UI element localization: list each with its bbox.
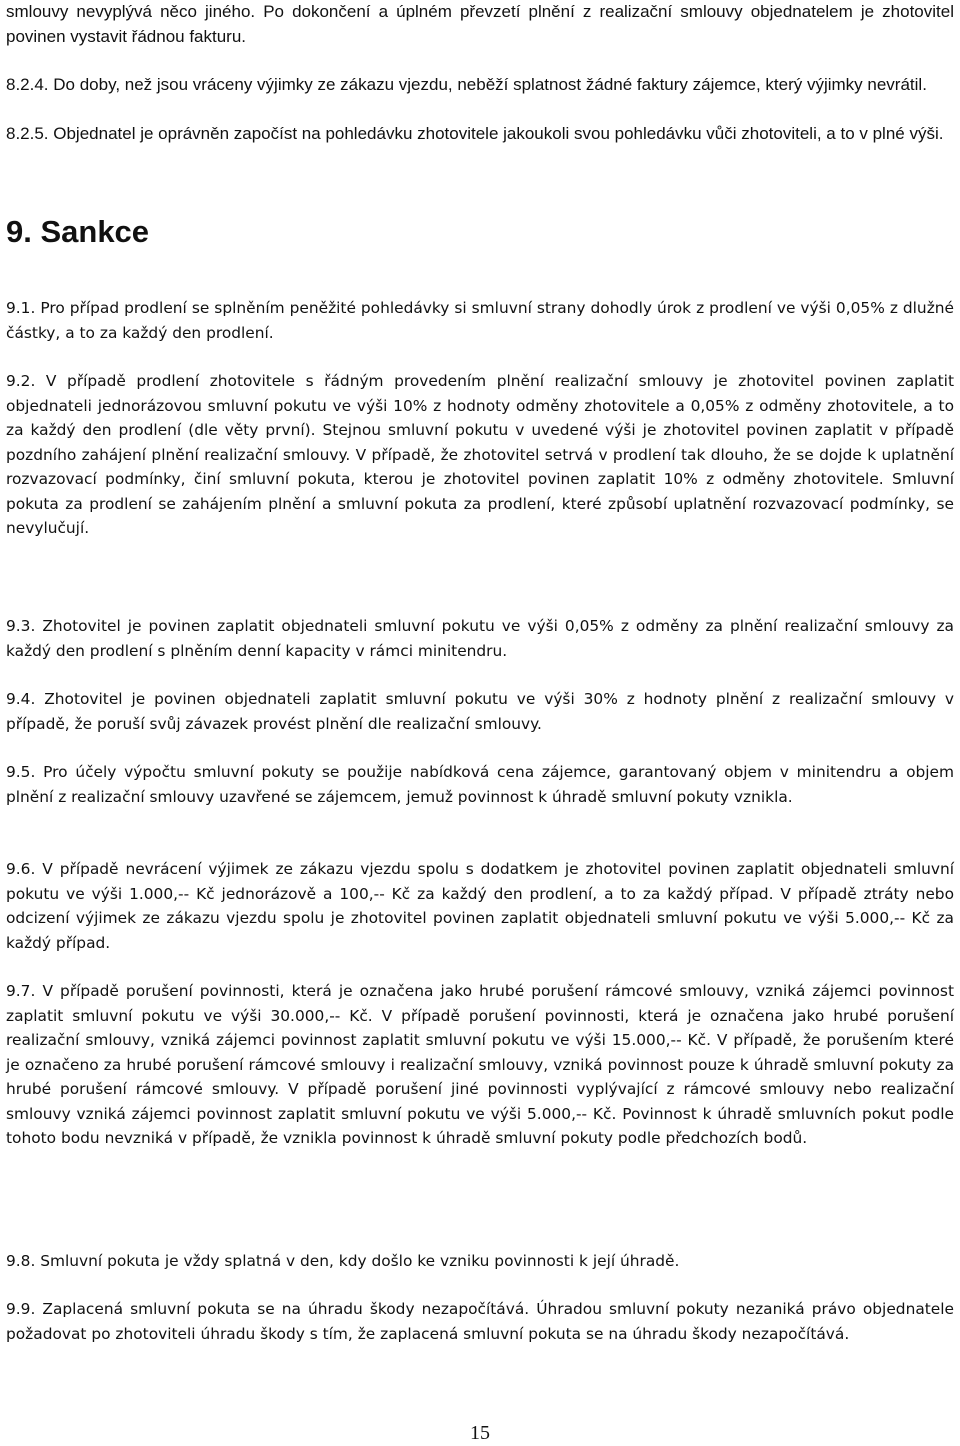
paragraph-9-1: 9.1. Pro případ prodlení se splněním peněžité pohledávky si smluvní strany dohodly úrok z prodlení ve výši 0,05% z dlužné částky, a to za každý den prodlení. — [6, 299, 954, 342]
paragraph-9-4: 9.4. Zhotovitel je povinen objednateli zaplatit smluvní pokutu ve výši 30% z hodnoty plnění z realizační smlouvy v případě, že poruší svůj závazek provést plnění dle realizační smlouvy. — [6, 690, 954, 733]
paragraph-8-2-5: 8.2.5. Objednatel je oprávněn započíst na pohledávku zhotovitele jakoukoli svou pohledávku vůči zhotoviteli, a to v plné výši. — [6, 124, 944, 143]
paragraph-9-3: 9.3. Zhotovitel je povinen zaplatit objednateli smluvní pokutu ve výši 0,05% z odměny za plnění realizační smlouvy za každý den prodlení s plněním denní kapacity v rámci minitendru. — [6, 617, 954, 660]
paragraph-8-2-3-continuation: smlouvy nevyplývá něco jiného. Po dokončení a úplném převzetí plnění z realizační smlouvy objednatelem je zhotovitel povinen vystavit řádnou fakturu. — [6, 2, 954, 46]
paragraph-9-2: 9.2. V případě prodlení zhotovitele s řádným provedením plnění realizační smlouvy je zhotovitel povinen zaplatit objednateli jednorázovou smluvní pokutu ve výši 10% z hodnoty odměny zhotovitele a 0,05% z odměny zhotovitele, a to za každý den prodlení (dle věty první). Stejnou smluvní pokutu v uvedené výši je zhotovitel povinen zaplatit v případě pozdního zahájení plnění realizační smlouvy. V případě, že zhotovitel setrvá v prodlení tak dlouho, že se dojde k uplatnění rozvazovací podmínky, činí smluvní pokuta, kterou je zhotovitel povinen zaplatit 10% z odměny zhotovitele. Smluvní pokuta za prodlení se zahájením plnění a smluvní pokuta za prodlení, které způsobí uplatnění rozvazovací podmínky, se nevylučují. — [6, 372, 954, 537]
paragraph-9-6: 9.6. V případě nevrácení výjimek ze zákazu vjezdu spolu s dodatkem je zhotovitel povinen zaplatit objednateli smluvní pokutu ve výši 1.000,-- Kč jednorázově a 100,-- Kč za každý den prodlení, a to za každý případ. V případě ztráty nebo odcizení výjimek ze zákazu vjezdu spolu je zhotovitel povinen zaplatit objednateli smluvní pokutu ve výši 5.000,-- Kč za každý případ. — [6, 860, 954, 952]
paragraph-9-5: 9.5. Pro účely výpočtu smluvní pokuty se použije nabídková cena zájemce, garantovaný objem v minitendru a objem plnění z realizační smlouvy uzavřené se zájemcem, jemuž povinnost k úhradě smluvní pokuty vznikla. — [6, 763, 954, 806]
page-number: 15 — [470, 1422, 490, 1444]
paragraph-8-2-4: 8.2.4. Do doby, než jsou vráceny výjimky ze zákazu vjezdu, neběží splatnost žádné faktury zájemce, který výjimky nevrátil. — [6, 75, 927, 94]
section-heading: 9. Sankce — [6, 214, 150, 249]
paragraph-9-8: 9.8. Smluvní pokuta je vždy splatná v den, kdy došlo ke vzniku povinnosti k její úhradě. — [6, 1252, 680, 1270]
paragraph-9-9: 9.9. Zaplacená smluvní pokuta se na úhradu škody nezapočítává. Úhradou smluvní pokuty nezaniká právo objednatele požadovat po zhotoviteli úhradu škody s tím, že zaplacená smluvní pokuta se na úhradu škody nezapočítává. — [6, 1300, 954, 1343]
paragraph-9-7: 9.7. V případě porušení povinnosti, která je označena jako hrubé porušení rámcové smlouvy, vzniká zájemci povinnost zaplatit smluvní pokutu ve výši 30.000,-- Kč. V případě porušení povinnosti, která je označena jako hrubé porušení realizační smlouvy, vzniká zájemci povinnost zaplatit smluvní pokutu ve výši 15.000,-- Kč. V případě, že porušením které je označeno za hrubé porušení rámcové smlouvy i realizační smlouvy, vzniká povinnost pouze k úhradě smluvní pokuty za hrubé porušení rámcové smlouvy. V případě porušení jiné povinnosti vyplývající z rámcové smlouvy nebo realizační smlouvy vzniká zájemci povinnost zaplatit smluvní pokutu ve výši 5.000,-- Kč. Povinnost k úhradě smluvních pokut podle tohoto bodu nevzniká v případě, že vznikla povinnost k úhradě smluvní pokuty podle předchozích bodů. — [6, 982, 954, 1147]
